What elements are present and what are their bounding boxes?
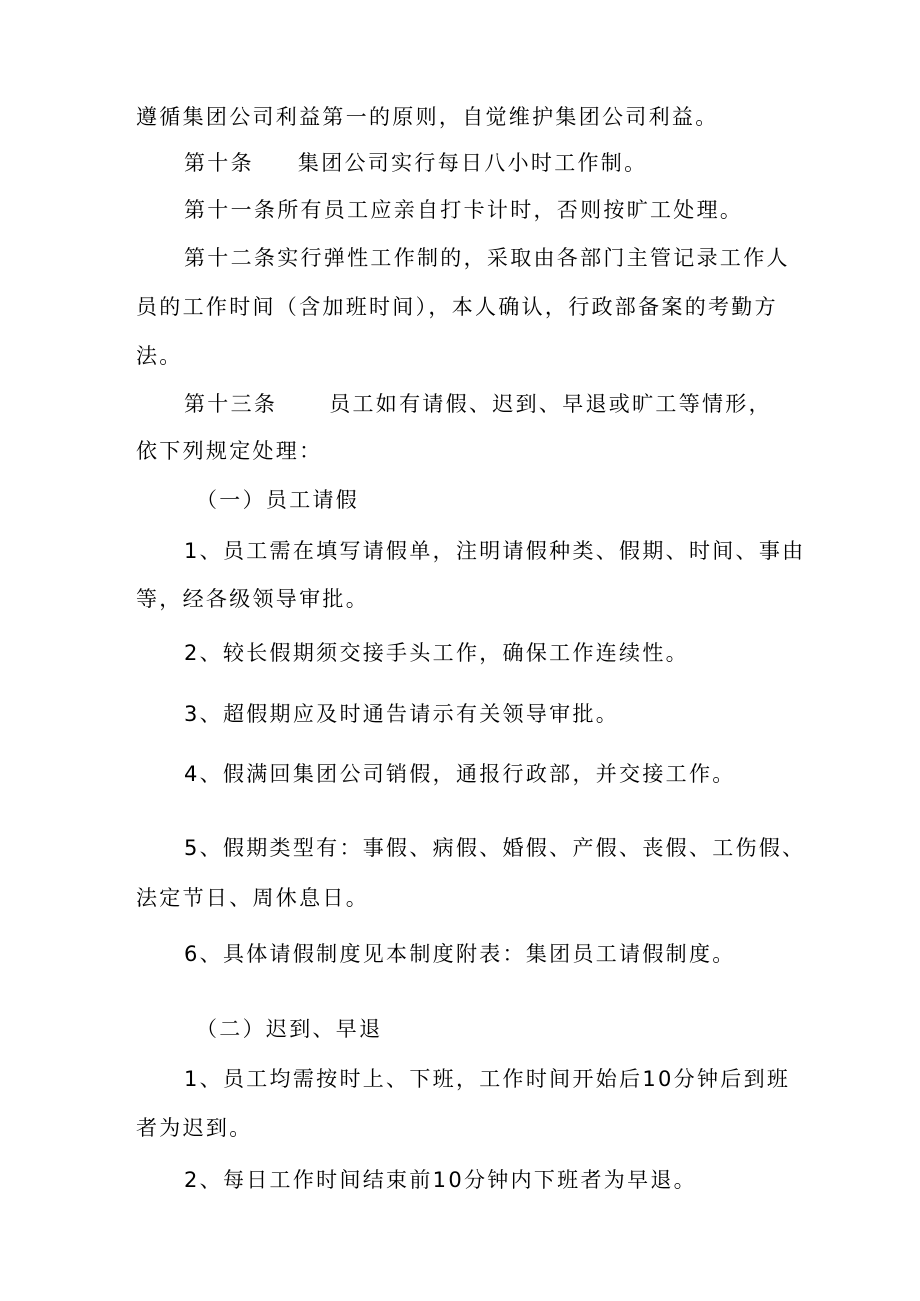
section-1-item-3: 3、超假期应及时通告请示有关领导审批。 [184,702,620,726]
section-2-title: （二）迟到、早退 [196,1017,383,1041]
section-1-item-1-line-1: 1、员工需在填写请假单，注明请假种类、假期、时间、事由 [184,539,806,563]
article-12-line-3: 法。 [136,344,183,368]
section-1-item-1-line-2: 等，经各级领导审批。 [136,587,369,611]
article-13-text: 员工如有请假、迟到、早退或旷工等情形， [329,392,772,416]
section-2-item-2: 2、每日工作时间结束前10分钟内下班者为早退。 [184,1168,697,1192]
section-1-item-2: 2、较长假期须交接手头工作，确保工作连续性。 [184,641,689,665]
article-11: 第十一条所有员工应亲自打卡计时，否则按旷工处理。 [184,198,744,222]
article-10-text: 集团公司实行每日八小时工作制。 [297,151,648,175]
article-12-line-2: 员的工作时间（含加班时间），本人确认，行政部备案的考勤方 [136,295,778,319]
article-13-label: 第十三条 [184,392,278,416]
intro-paragraph-end: 遵循集团公司利益第一的原则，自觉维护集团公司利益。 [136,105,719,129]
article-13 [184,390,772,418]
article-10-label: 第十条 [184,151,254,175]
section-1-item-5-line-2: 法定节日、周休息日。 [136,886,369,910]
section-1-title: （一）员工请假 [196,488,360,512]
article-10 [184,149,647,177]
section-1-item-6: 6、具体请假制度见本制度附表：集团员工请假制度。 [184,942,736,966]
section-2-item-1-line-2: 者为迟到。 [136,1116,253,1140]
section-1-item-5-line-1: 5、假期类型有：事假、病假、婚假、产假、丧假、工伤假、 [184,836,806,860]
section-1-item-4: 4、假满回集团公司销假，通报行政部，并交接工作。 [184,762,736,786]
section-2-item-1-line-1: 1、员工均需按时上、下班，工作时间开始后10分钟后到班 [184,1067,791,1091]
article-12-line-1: 第十二条实行弹性工作制的，采取由各部门主管记录工作人 [184,246,790,270]
article-13-line-2: 依下列规定处理： [136,439,323,463]
